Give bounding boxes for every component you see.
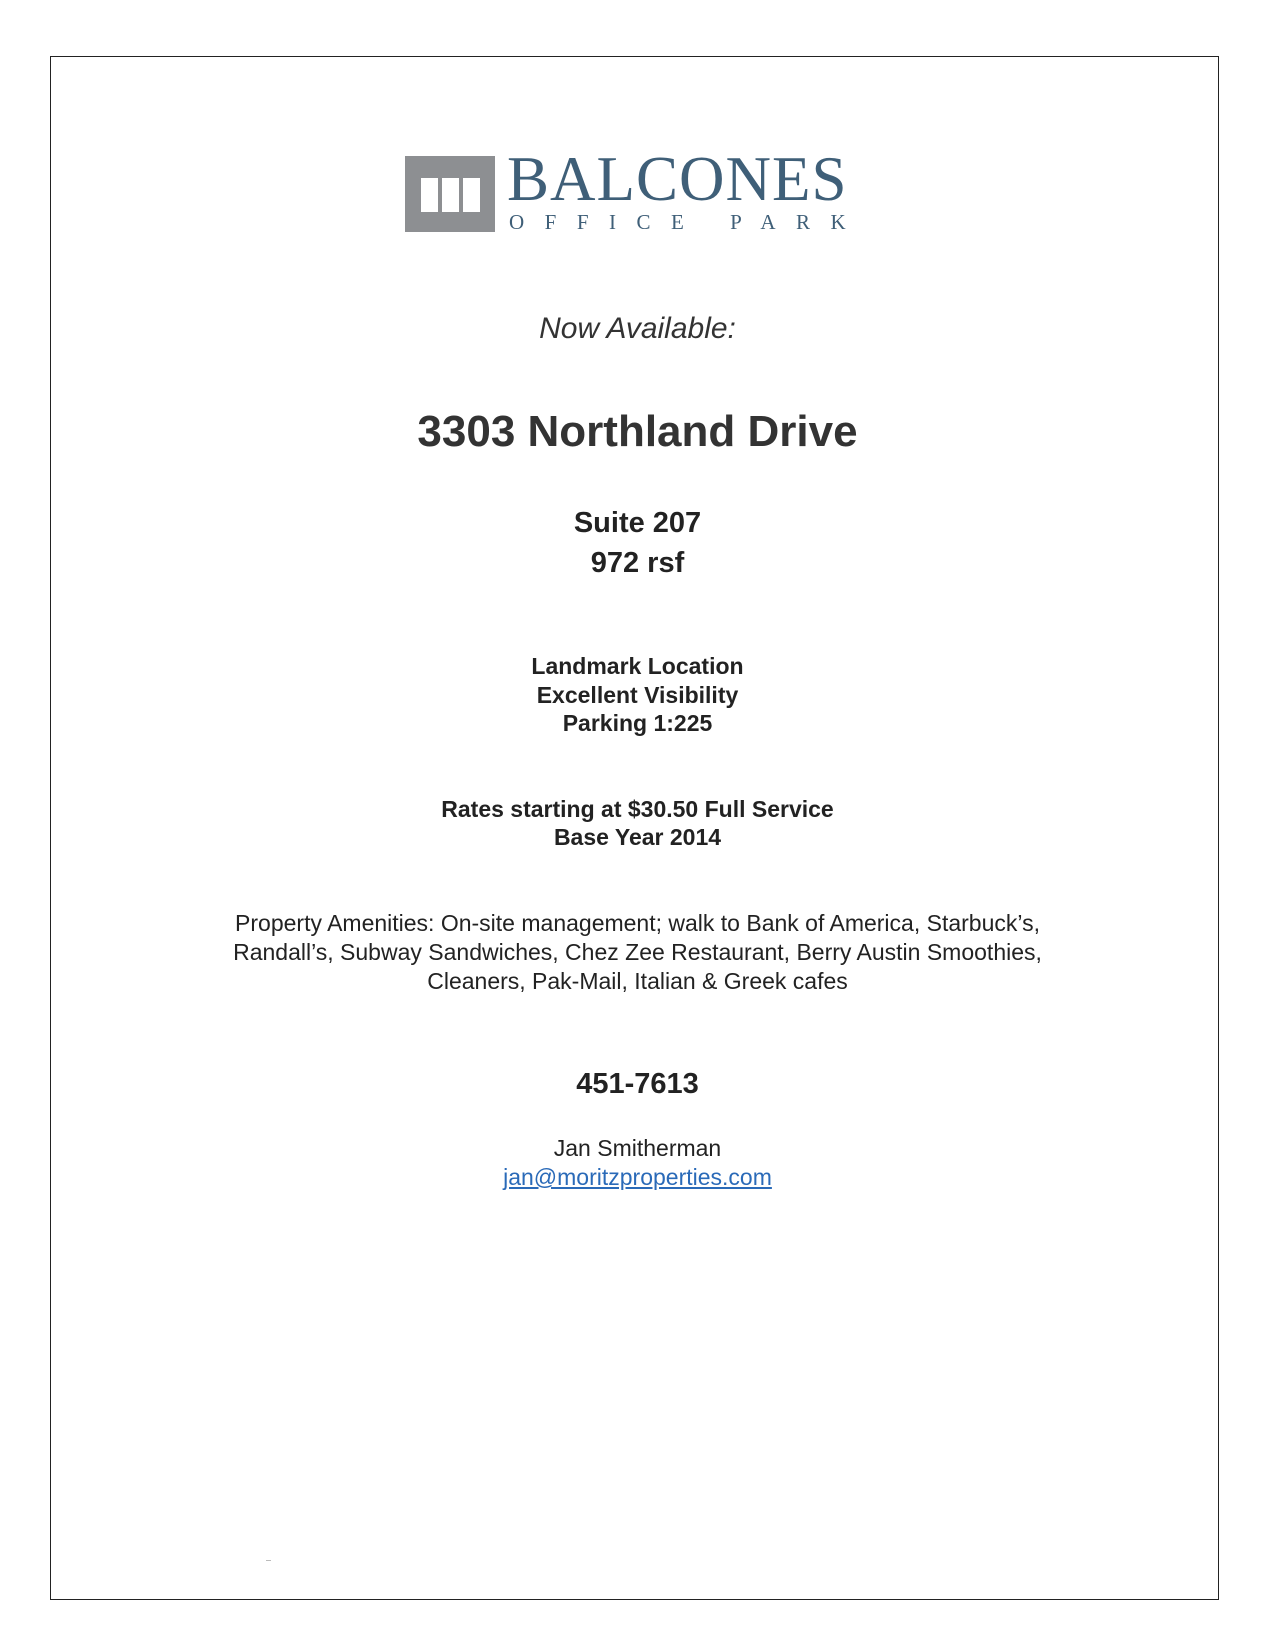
logo-bar (442, 178, 459, 212)
rates-line: Rates starting at $30.50 Full Service (441, 796, 834, 822)
logo-name: BALCONES (507, 144, 848, 214)
amenities-line: Property Amenities: On-site management; walk to Bank of America, Starbuck’s, (235, 910, 1040, 936)
feature-item: Landmark Location (531, 653, 744, 679)
base-year: Base Year 2014 (553, 824, 722, 850)
suite-number: Suite 207 (573, 507, 702, 539)
phone-number: 451-7613 (576, 1068, 699, 1100)
logo-bar (463, 178, 480, 212)
amenities-line: Cleaners, Pak-Mail, Italian & Greek cafes (427, 968, 848, 994)
scan-speck (266, 1560, 271, 1561)
balcones-logo (405, 144, 875, 236)
feature-item: Parking 1:225 (562, 710, 713, 736)
logo-subtitle: OFFICE PARK (509, 210, 867, 234)
property-address: 3303 Northland Drive (417, 407, 858, 456)
headline: Now Available: (539, 312, 736, 345)
contact-email-link[interactable]: jan@moritzproperties.com (503, 1164, 772, 1190)
logo-mark-icon (405, 156, 495, 232)
contact-name: Jan Smitherman (553, 1135, 722, 1161)
feature-item: Excellent Visibility (536, 682, 739, 708)
contact-email-row (0, 1166, 1275, 1189)
amenities-line: Randall’s, Subway Sandwiches, Chez Zee Restaurant, Berry Austin Smoothies, (233, 939, 1042, 965)
logo-bar (421, 178, 438, 212)
suite-size: 972 rsf (590, 547, 685, 579)
